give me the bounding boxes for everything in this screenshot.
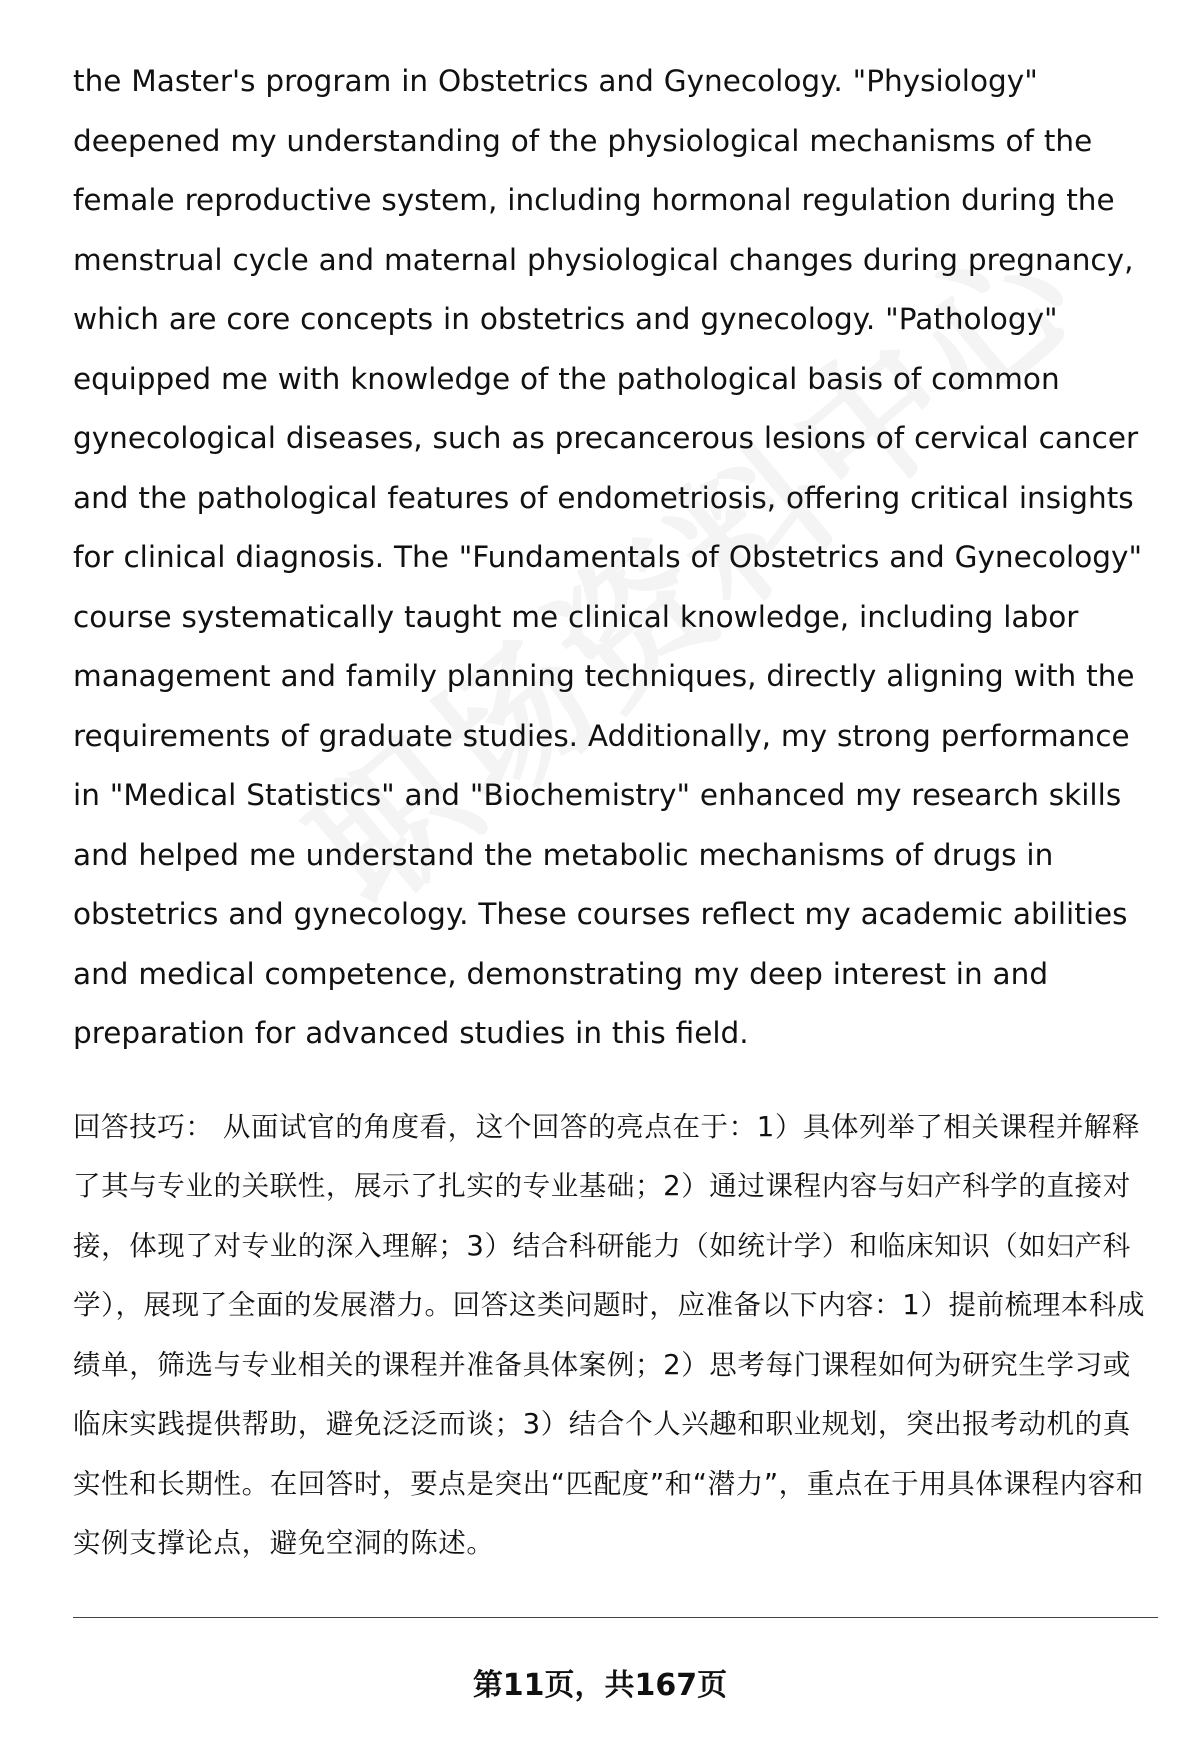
- tips-paragraph: 回答技巧： 从面试官的角度看，这个回答的亮点在于：1）具体列举了相关课程并解释了其与专业的关联性，展示了扎实的专业基础；2）通过课程内容与妇产科学的直接对接，体现了对专业的深入理解；3）结合科研能力（如统计学）和临床知识（如妇产科学），展现了全面的发展潜力。回答这类问题时，应准备以下内容：1）提前梳理本科成绩单，筛选与专业相关的课程并准备具体案例；2）思考每门课程如何为研究生学习或临床实践提供帮助，避免泛泛而谈；3）结合个人兴趣和职业规划，突出报考动机的真实性和长期性。在回答时，要点是突出“匹配度”和“潜力”，重点在于用具体课程内容和实例支撑论点，避免空洞的陈述。: [73, 1110, 1146, 1559]
- page-number: 第11页，共167页: [472, 1668, 728, 1703]
- answer-paragraph: the Master's program in Obstetrics and Gynecology. "Physiology" deepened my understanding of the physiological mechanisms of the female reproductive system, including hormonal regulation during the menstrual cycle and maternal physiological changes during pregnancy, which are core concepts in obstetrics and gynecology. "Pathology" equipped me with knowledge of the pathological basis of common gynecological diseases, such as precancerous lesions of cervical cancer and the pathological features of endometriosis, offering critical insights for clinical diagnosis. The "Fundamentals of Obstetrics and Gynecology" course systematically taught me clinical knowledge, including labor management and family planning techniques, directly aligning with the requirements of graduate studies. Additionally, my strong performance in "Medical Statistics" and "Biochemistry" enhanced my research skills and helped me understand the metabolic mechanisms of drugs in obstetrics and gynecology. These courses reflect my academic abilities and medical competence, demonstrating my deep interest in and preparation for advanced studies in this field.: [73, 64, 1143, 1050]
- footer-divider: [73, 1617, 1158, 1618]
- page-content: [73, 52, 1158, 1574]
